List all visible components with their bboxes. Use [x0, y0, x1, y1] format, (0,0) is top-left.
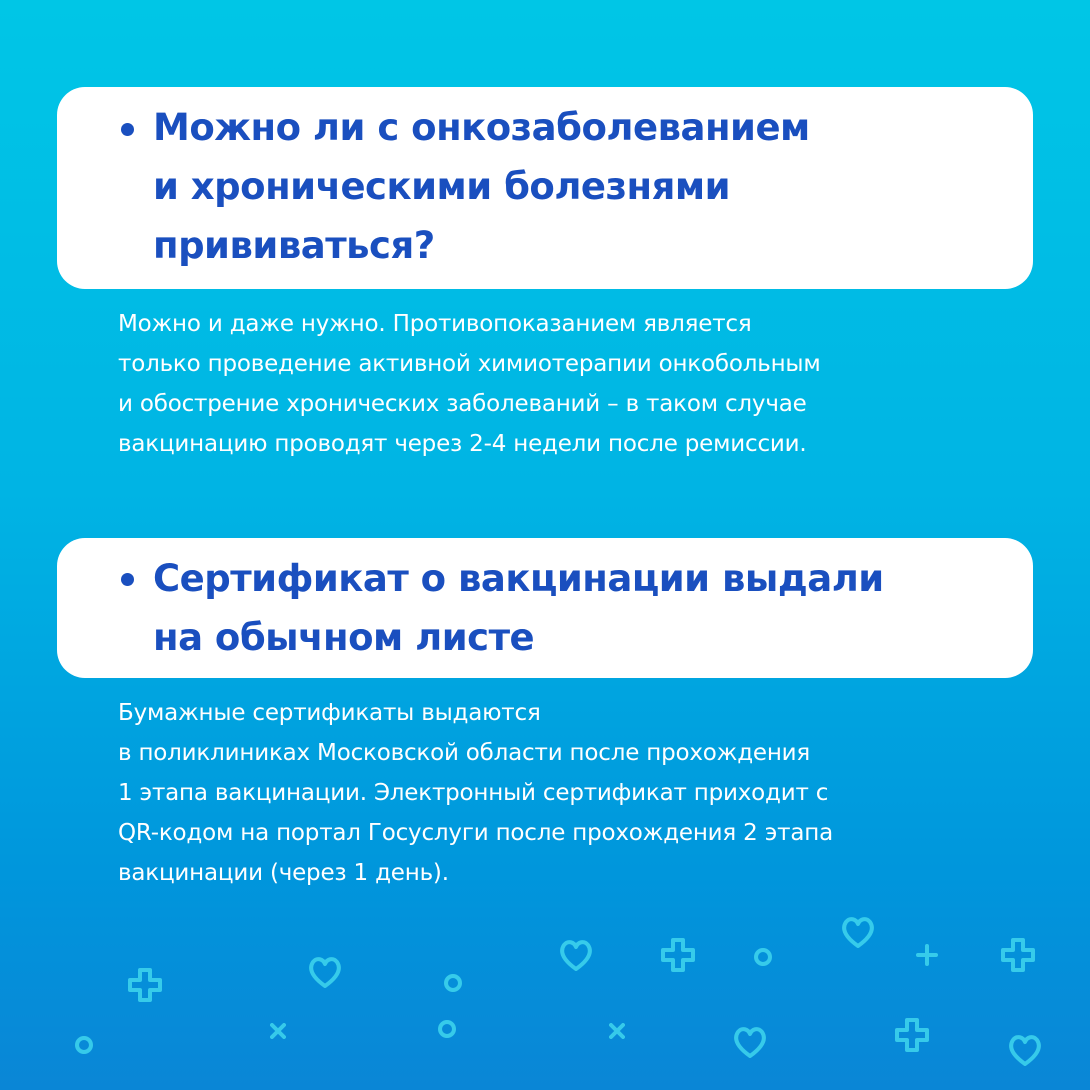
bullet-dot: [121, 573, 134, 586]
question-2-line-1: Сертификат о вакцинации выдали: [153, 557, 884, 600]
answer-2-line-3: 1 этапа вакцинации. Электронный сертификат приходит с: [118, 780, 829, 806]
answer-1-line-4: вакцинацию проводят через 2-4 недели после ремиссии.: [118, 431, 807, 457]
circle-icon: [435, 1017, 459, 1041]
question-1-line-2: и хроническими болезнями: [153, 165, 731, 208]
heart-icon: [556, 935, 596, 975]
plus-icon: [658, 935, 698, 975]
answer-1-line-2: только проведение активной химиотерапии онкобольным: [118, 351, 821, 377]
cross-icon: [604, 1018, 630, 1044]
heart-icon: [305, 952, 345, 992]
heart-icon: [730, 1022, 770, 1062]
question-1-line-3: прививаться?: [153, 224, 435, 267]
heart-icon: [1005, 1030, 1045, 1070]
answer-1-line-3: и обострение хронических заболеваний – в таком случае: [118, 391, 807, 417]
circle-icon: [441, 971, 465, 995]
answer-1-line-1: Можно и даже нужно. Противопоказанием является: [118, 311, 752, 337]
cross-icon: [912, 940, 942, 970]
answer-2-line-2: в поликлиниках Московской области после прохождения: [118, 740, 811, 766]
question-1-line-1: Можно ли с онкозаболеванием: [153, 106, 810, 149]
bullet-dot: [121, 123, 134, 136]
question-2-line-2: на обычном листе: [153, 616, 535, 659]
answer-2-line-4: QR-кодом на портал Госуслуги после прохождения 2 этапа: [118, 820, 833, 846]
plus-icon: [125, 965, 165, 1005]
answer-2-line-1: Бумажные сертификаты выдаются: [118, 700, 541, 726]
cross-icon: [265, 1018, 291, 1044]
plus-icon: [998, 935, 1038, 975]
circle-icon: [72, 1033, 96, 1057]
question-card-1: [57, 87, 1033, 289]
question-card-2: [57, 538, 1033, 678]
plus-icon: [892, 1015, 932, 1055]
heart-icon: [838, 912, 878, 952]
circle-icon: [751, 945, 775, 969]
answer-2-line-5: вакцинации (через 1 день).: [118, 860, 449, 886]
